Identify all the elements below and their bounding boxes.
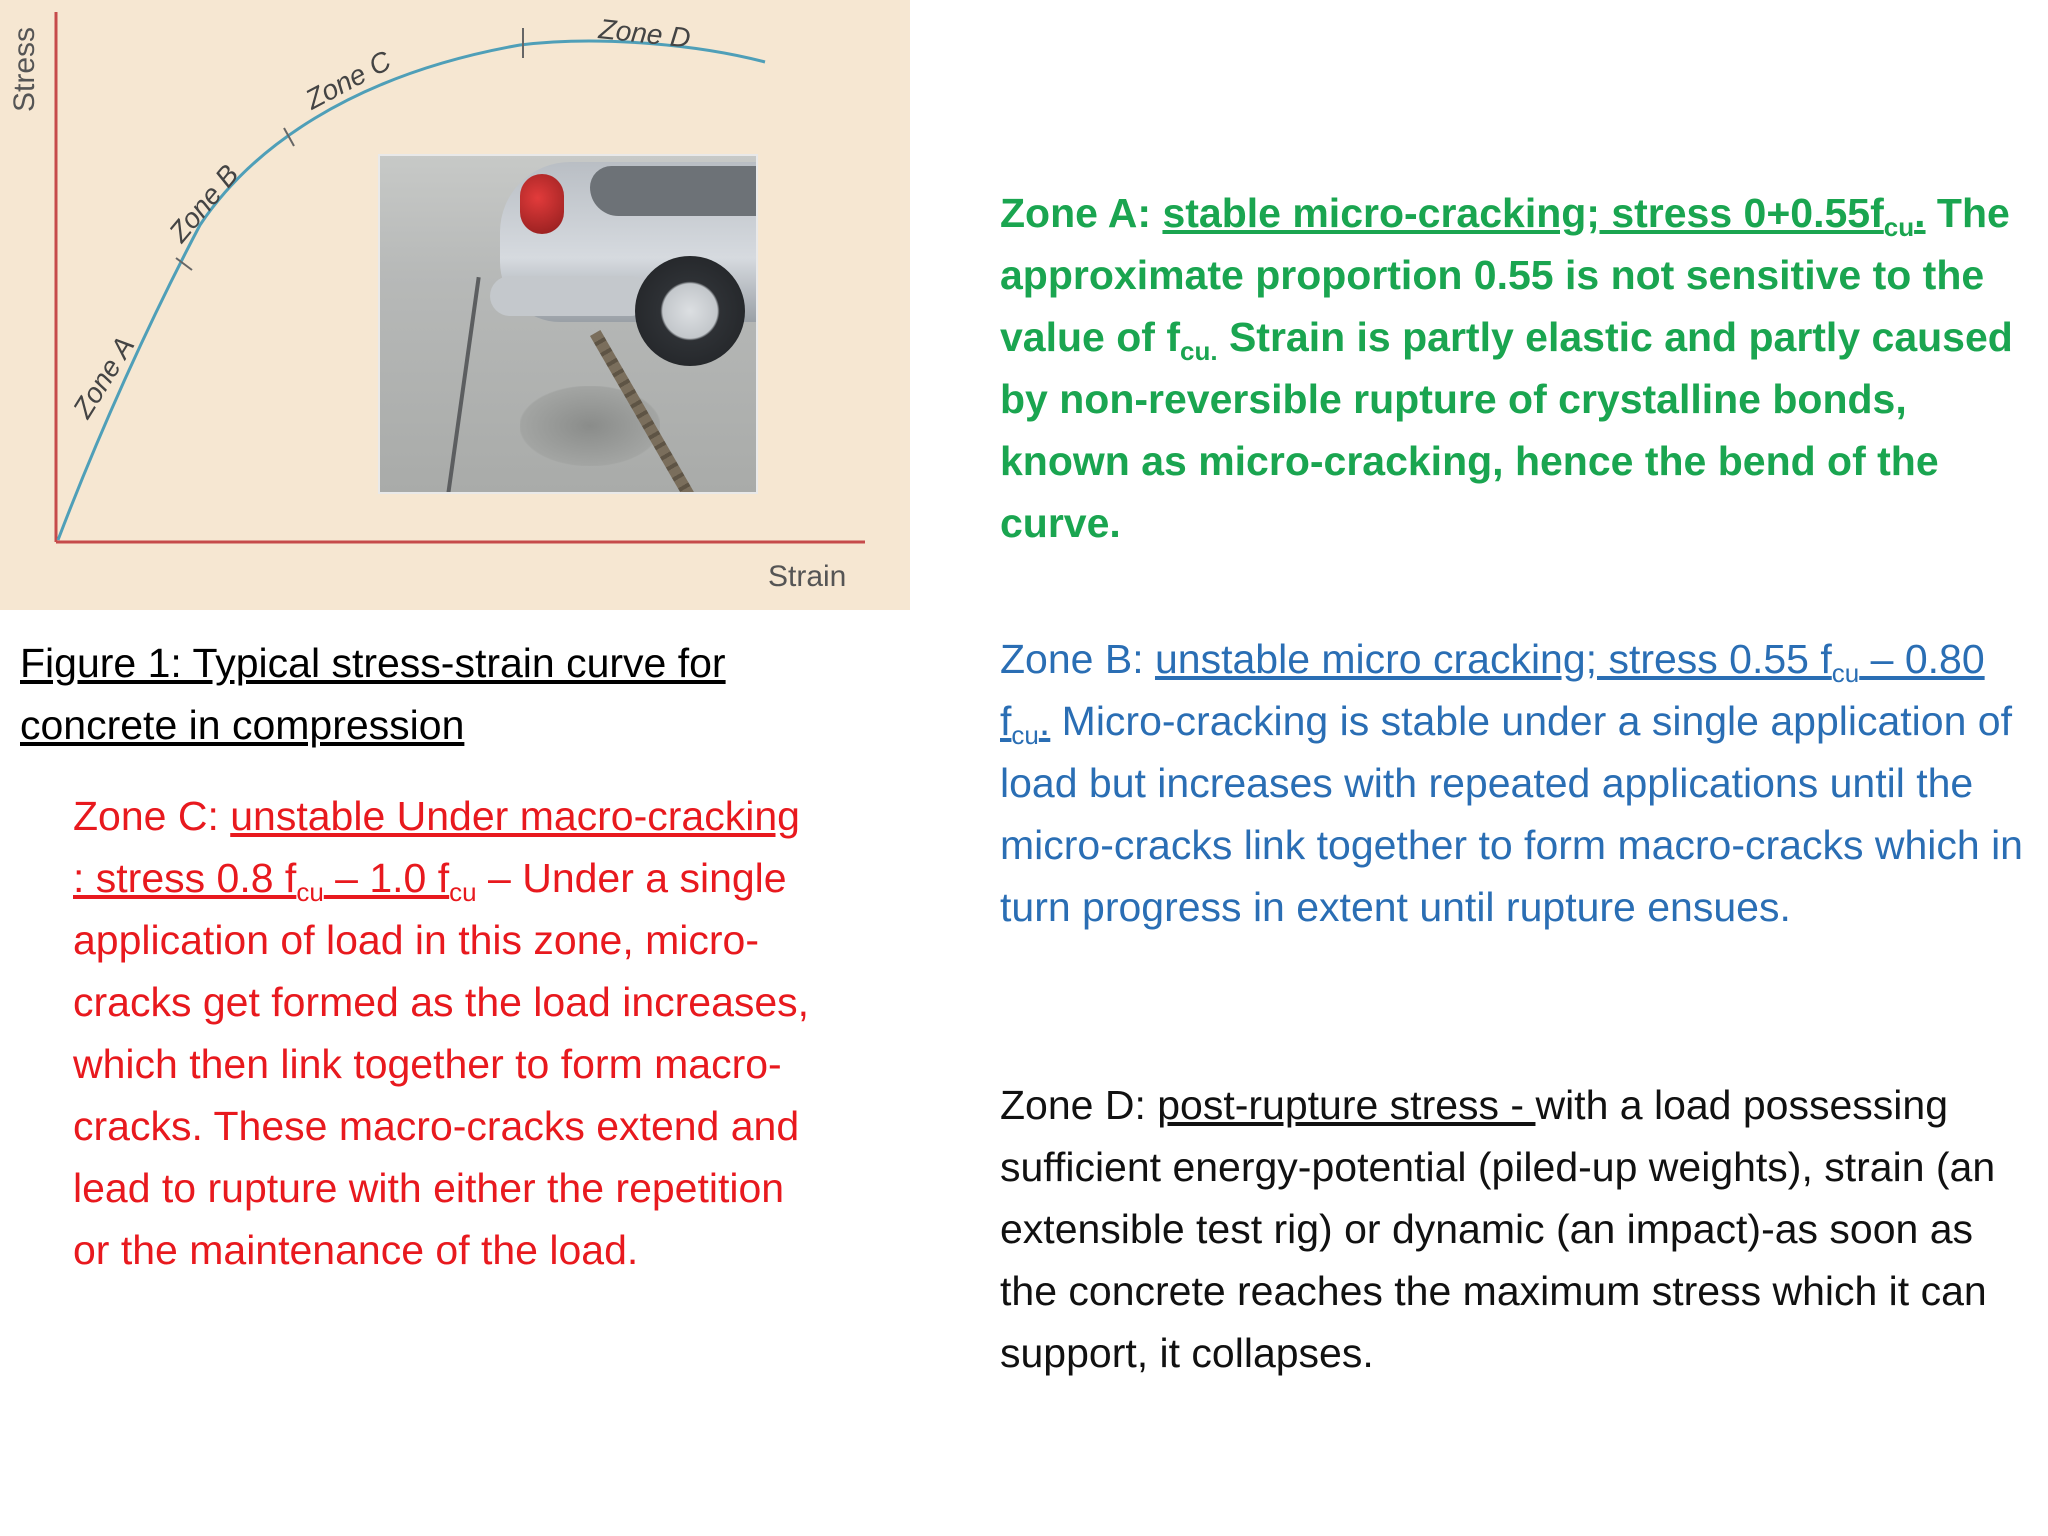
zone-a-lead-text: stable micro-cracking; stress 0+0.55f bbox=[1162, 190, 1884, 236]
car-wheel bbox=[635, 256, 745, 366]
zone-b-description bbox=[1000, 628, 2030, 938]
zone-d-label: Zone D bbox=[597, 13, 692, 54]
zone-a-body-2: Strain is partly elastic and partly caused by non-reversible rupture of crystalline bonds, known as micro-cracking, hence the bend of the curve. bbox=[1000, 314, 2013, 546]
zone-d-lead: post-rupture stress - bbox=[1157, 1082, 1536, 1128]
car-window bbox=[590, 166, 758, 216]
concrete-crack bbox=[443, 277, 480, 494]
zone-a-heading: Zone A: bbox=[1000, 190, 1163, 236]
zone-a-description bbox=[1000, 182, 2040, 554]
x-axis-label: Strain bbox=[768, 560, 847, 593]
zone-a-lead-subscript: cu bbox=[1883, 212, 1915, 243]
zone-a-label: Zone A bbox=[66, 331, 141, 424]
pavement-damage-photo bbox=[378, 154, 758, 494]
zone-a-lead-end: . bbox=[1914, 190, 1926, 236]
zone-b-lead-end: . bbox=[1038, 698, 1051, 744]
zone-c-label: Zone C bbox=[300, 44, 396, 116]
figure-caption: Figure 1: Typical stress-strain curve for concrete in compression bbox=[20, 640, 726, 748]
stress-strain-figure bbox=[0, 0, 910, 610]
zone-b-lead-text-1: unstable micro cracking; stress 0.55 f bbox=[1154, 636, 1832, 682]
zone-b-lead-subscript-1: cu bbox=[1831, 658, 1860, 689]
zone-d-heading: Zone D: bbox=[1000, 1082, 1158, 1128]
car-bumper bbox=[490, 276, 650, 316]
zone-a-body-subscript: cu. bbox=[1179, 336, 1218, 367]
zone-b-lead-subscript-2: cu bbox=[1011, 720, 1039, 751]
zone-c-heading: Zone C: bbox=[73, 793, 231, 839]
zone-b-lead-text-2: – 0.80 f bbox=[1000, 636, 1985, 744]
zone-a-lead bbox=[1162, 190, 1926, 243]
zone-d-description bbox=[1000, 1074, 2020, 1384]
zone-c-lead-subscript-1: cu bbox=[296, 877, 324, 908]
zone-c-body: – Under a single application of load in this zone, micro-cracks get formed as the load increases, which then link together to form macro-cracks. These macro-cracks extend and lead to rupture with either the repetition or the maintenance of the load. bbox=[73, 855, 810, 1273]
y-axis-label: Stress bbox=[8, 26, 41, 112]
tail-light bbox=[520, 174, 564, 234]
zone-a-body-1: The approximate proportion 0.55 is not sensitive to the value of f bbox=[1000, 190, 2010, 360]
zone-c-lead-text-2: – 1.0 f bbox=[323, 855, 450, 901]
zone-c-lead-subscript-2: cu bbox=[449, 877, 477, 908]
zone-c-lead-text-1: unstable Under macro-cracking : stress 0.8 f bbox=[73, 793, 800, 901]
zone-b-heading: Zone B: bbox=[1000, 636, 1155, 682]
zone-c-description bbox=[73, 785, 813, 1281]
zone-b-body: Micro-cracking is stable under a single application of load but increases with repeated applications until the micro-cracks link together to form macro-cracks which in turn progress in extent until rupture ensues. bbox=[1000, 698, 2023, 930]
zone-b-label: Zone B bbox=[162, 158, 245, 248]
zone-d-body: with a load possessing sufficient energy-potential (piled-up weights), strain (an extensible test rig) or dynamic (an impact)-as soon as the concrete reaches the maximum stress which it can support, it collapses. bbox=[1000, 1082, 1996, 1376]
